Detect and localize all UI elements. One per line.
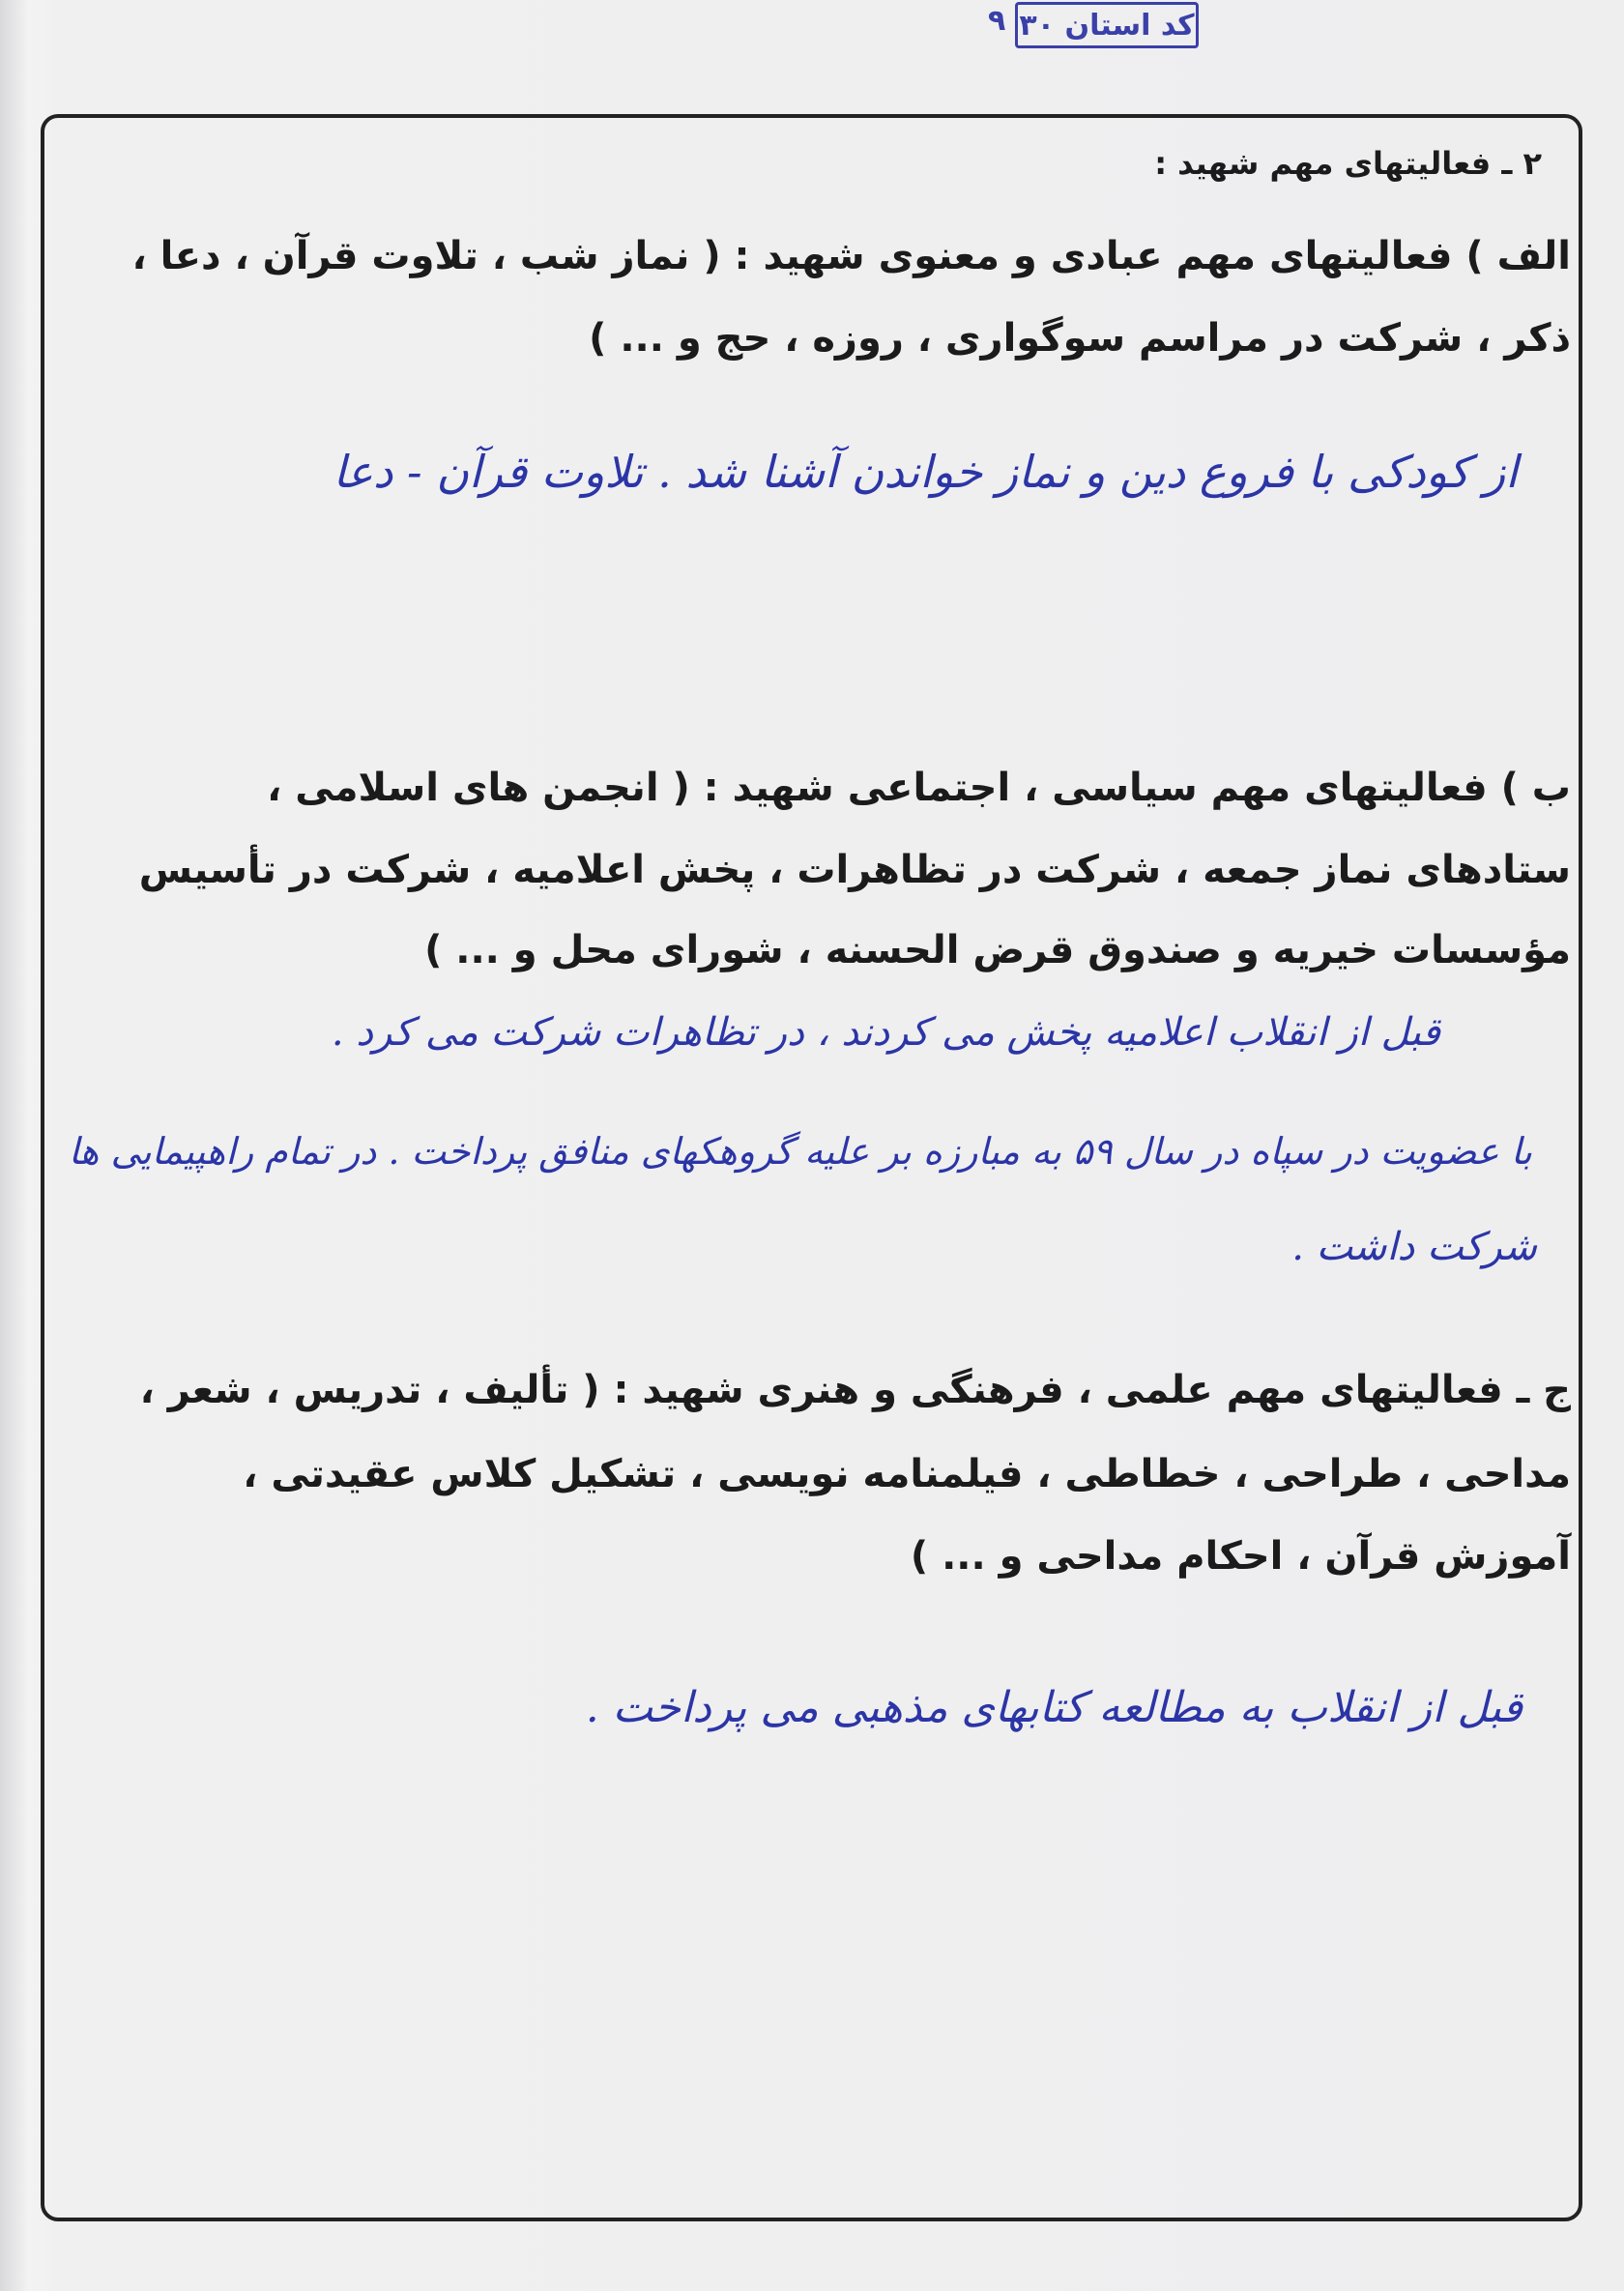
part-b-handwritten-line-2: با عضویت در سپاه در سال ۵۹ به مبارزه بر علیه گروهکهای منافق پرداخت . در تمام راهپیمایی ها — [68, 1130, 1532, 1173]
part-c-handwritten-line-1: قبل از انقلاب به مطالعه کتابهای مذهبی می پرداخت . — [585, 1683, 1522, 1732]
part-c-printed-line-1: ج ـ فعالیتهای مهم علمی ، فرهنگی و هنری شهید : ( تألیف ، تدریس ، شعر ، — [139, 1368, 1571, 1412]
part-a-printed-line-1: الف ) فعالیتهای مهم عبادی و معنوی شهید : ( نماز شب ، تلاوت قرآن ، دعا ، — [131, 234, 1571, 278]
stamp-mark: ۹ — [988, 4, 1006, 38]
part-a-handwritten-line-1: از کودکی با فروع دین و نماز خواندن آشنا شد . تلاوت قرآن - دعا — [333, 446, 1518, 498]
part-c-printed-line-3: آموزش قرآن ، احکام مداحی و ... ) — [910, 1534, 1571, 1579]
part-b-printed-line-2: ستادهای نماز جمعه ، شرکت در تظاهرات ، پخش اعلامیه ، شرکت در تأسیس — [138, 848, 1571, 892]
province-code-stamp — [1015, 2, 1199, 48]
part-c-printed-line-2: مداحی ، طراحی ، خطاطی ، فیلمنامه نویسی ، تشکیل کلاس عقیدتی ، — [243, 1452, 1571, 1496]
part-b-printed-line-1: ب ) فعالیتهای مهم سیاسی ، اجتماعی شهید : ( انجمن های اسلامی ، — [267, 766, 1571, 810]
stamp-label: کد استان ۳۰ — [1019, 8, 1195, 43]
part-b-handwritten-line-1: قبل از انقلاب اعلامیه پخش می کردند ، در تظاهرات شرکت می کرد . — [331, 1010, 1440, 1055]
part-b-printed-line-3: مؤسسات خیریه و صندوق قرض الحسنه ، شورای محل و ... ) — [424, 928, 1571, 972]
part-a-printed-line-2: ذکر ، شرکت در مراسم سوگواری ، روزه ، حج و ... ) — [589, 316, 1571, 361]
section-title: ۲ ـ فعالیتهای مهم شهید : — [1154, 145, 1542, 182]
part-b-handwritten-line-3: شرکت داشت . — [1291, 1225, 1537, 1269]
